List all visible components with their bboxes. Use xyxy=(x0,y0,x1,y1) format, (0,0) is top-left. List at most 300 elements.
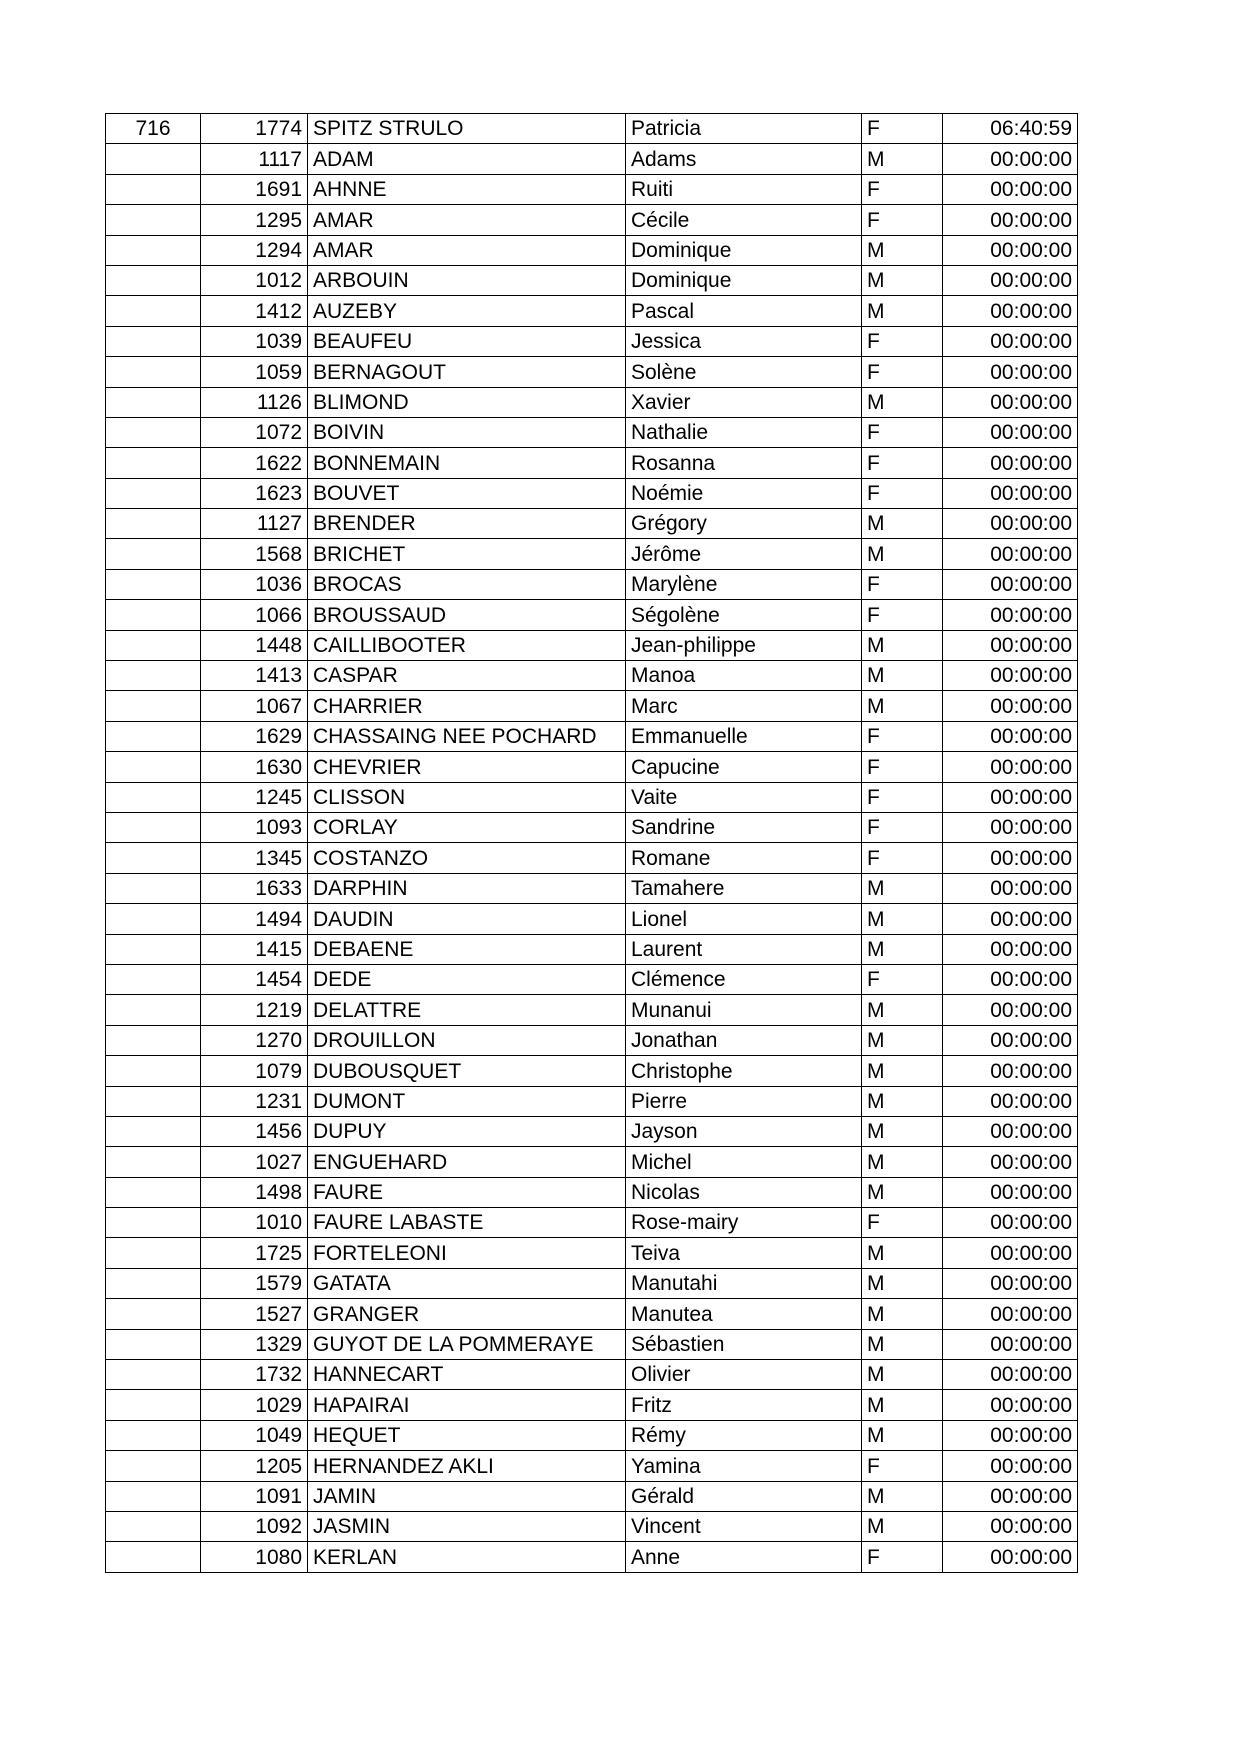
table-row xyxy=(106,904,1078,934)
sex-cell: F xyxy=(862,812,943,842)
first-name-cell: Cécile xyxy=(626,205,862,235)
last-name-cell: CAILLIBOOTER xyxy=(308,630,626,660)
time-cell: 00:00:00 xyxy=(943,1116,1078,1146)
last-name-cell: HAPAIRAI xyxy=(308,1390,626,1420)
table-row xyxy=(106,843,1078,873)
rank-cell xyxy=(106,1116,201,1146)
last-name-cell: AMAR xyxy=(308,205,626,235)
time-cell: 00:00:00 xyxy=(943,1329,1078,1359)
sex-cell: F xyxy=(862,417,943,447)
bib-number-cell: 1270 xyxy=(201,1025,308,1055)
first-name-cell: Manoa xyxy=(626,661,862,691)
rank-cell xyxy=(106,600,201,630)
bib-number-cell: 1059 xyxy=(201,357,308,387)
first-name-cell: Jean-philippe xyxy=(626,630,862,660)
sex-cell: M xyxy=(862,1390,943,1420)
sex-cell: F xyxy=(862,843,943,873)
rank-cell xyxy=(106,1025,201,1055)
bib-number-cell: 1498 xyxy=(201,1177,308,1207)
sex-cell: F xyxy=(862,1208,943,1238)
bib-number-cell: 1329 xyxy=(201,1329,308,1359)
first-name-cell: Xavier xyxy=(626,387,862,417)
rank-cell xyxy=(106,904,201,934)
sex-cell: M xyxy=(862,904,943,934)
table-row xyxy=(106,205,1078,235)
table-row xyxy=(106,1511,1078,1541)
bib-number-cell: 1448 xyxy=(201,630,308,660)
last-name-cell: DROUILLON xyxy=(308,1025,626,1055)
sex-cell: F xyxy=(862,205,943,235)
sex-cell: F xyxy=(862,478,943,508)
last-name-cell: ARBOUIN xyxy=(308,265,626,295)
bib-number-cell: 1080 xyxy=(201,1542,308,1572)
first-name-cell: Solène xyxy=(626,357,862,387)
time-cell: 00:00:00 xyxy=(943,1177,1078,1207)
time-cell: 00:00:00 xyxy=(943,934,1078,964)
time-cell: 00:00:00 xyxy=(943,600,1078,630)
bib-number-cell: 1774 xyxy=(201,114,308,144)
bib-number-cell: 1629 xyxy=(201,721,308,751)
table-row xyxy=(106,934,1078,964)
table-row xyxy=(106,995,1078,1025)
table-row xyxy=(106,1086,1078,1116)
table-row xyxy=(106,448,1078,478)
table-row xyxy=(106,265,1078,295)
rank-cell xyxy=(106,509,201,539)
first-name-cell: Grégory xyxy=(626,509,862,539)
bib-number-cell: 1691 xyxy=(201,174,308,204)
table-row xyxy=(106,964,1078,994)
sex-cell: M xyxy=(862,387,943,417)
table-row xyxy=(106,387,1078,417)
table-row xyxy=(106,235,1078,265)
first-name-cell: Rosanna xyxy=(626,448,862,478)
rank-cell xyxy=(106,1208,201,1238)
last-name-cell: FAURE LABASTE xyxy=(308,1208,626,1238)
time-cell: 00:00:00 xyxy=(943,1511,1078,1541)
table-row xyxy=(106,1177,1078,1207)
first-name-cell: Capucine xyxy=(626,752,862,782)
time-cell: 00:00:00 xyxy=(943,721,1078,751)
sex-cell: M xyxy=(862,691,943,721)
time-cell: 06:40:59 xyxy=(943,114,1078,144)
time-cell: 00:00:00 xyxy=(943,1542,1078,1572)
last-name-cell: HERNANDEZ AKLI xyxy=(308,1451,626,1481)
last-name-cell: CHASSAING NEE POCHARD xyxy=(308,721,626,751)
rank-cell xyxy=(106,417,201,447)
last-name-cell: FAURE xyxy=(308,1177,626,1207)
first-name-cell: Nicolas xyxy=(626,1177,862,1207)
table-row xyxy=(106,1268,1078,1298)
sex-cell: F xyxy=(862,721,943,751)
last-name-cell: BOUVET xyxy=(308,478,626,508)
time-cell: 00:00:00 xyxy=(943,1481,1078,1511)
time-cell: 00:00:00 xyxy=(943,569,1078,599)
rank-cell xyxy=(106,265,201,295)
first-name-cell: Laurent xyxy=(626,934,862,964)
rank-cell xyxy=(106,1542,201,1572)
last-name-cell: ENGUEHARD xyxy=(308,1147,626,1177)
first-name-cell: Marylène xyxy=(626,569,862,599)
rank-cell xyxy=(106,357,201,387)
last-name-cell: CORLAY xyxy=(308,812,626,842)
first-name-cell: Ségolène xyxy=(626,600,862,630)
last-name-cell: DAUDIN xyxy=(308,904,626,934)
sex-cell: F xyxy=(862,357,943,387)
bib-number-cell: 1245 xyxy=(201,782,308,812)
sex-cell: M xyxy=(862,1147,943,1177)
last-name-cell: AMAR xyxy=(308,235,626,265)
time-cell: 00:00:00 xyxy=(943,205,1078,235)
bib-number-cell: 1039 xyxy=(201,326,308,356)
sex-cell: M xyxy=(862,144,943,174)
table-row xyxy=(106,630,1078,660)
sex-cell: M xyxy=(862,1420,943,1450)
rank-cell xyxy=(106,387,201,417)
sex-cell: M xyxy=(862,1177,943,1207)
rank-cell xyxy=(106,1420,201,1450)
first-name-cell: Dominique xyxy=(626,265,862,295)
first-name-cell: Rose-mairy xyxy=(626,1208,862,1238)
sex-cell: M xyxy=(862,995,943,1025)
first-name-cell: Vincent xyxy=(626,1511,862,1541)
rank-cell xyxy=(106,1238,201,1268)
time-cell: 00:00:00 xyxy=(943,1299,1078,1329)
rank-cell xyxy=(106,1511,201,1541)
first-name-cell: Jérôme xyxy=(626,539,862,569)
bib-number-cell: 1219 xyxy=(201,995,308,1025)
rank-cell xyxy=(106,174,201,204)
first-name-cell: Pascal xyxy=(626,296,862,326)
first-name-cell: Gérald xyxy=(626,1481,862,1511)
first-name-cell: Anne xyxy=(626,1542,862,1572)
sex-cell: F xyxy=(862,600,943,630)
rank-cell xyxy=(106,661,201,691)
table-row xyxy=(106,569,1078,599)
table-row xyxy=(106,721,1078,751)
rank-cell xyxy=(106,1360,201,1390)
last-name-cell: DEBAENE xyxy=(308,934,626,964)
sex-cell: F xyxy=(862,1542,943,1572)
time-cell: 00:00:00 xyxy=(943,539,1078,569)
table-row xyxy=(106,812,1078,842)
last-name-cell: KERLAN xyxy=(308,1542,626,1572)
first-name-cell: Jayson xyxy=(626,1116,862,1146)
first-name-cell: Manutea xyxy=(626,1299,862,1329)
time-cell: 00:00:00 xyxy=(943,417,1078,447)
time-cell: 00:00:00 xyxy=(943,873,1078,903)
rank-cell xyxy=(106,205,201,235)
time-cell: 00:00:00 xyxy=(943,174,1078,204)
table-row xyxy=(106,1360,1078,1390)
bib-number-cell: 1623 xyxy=(201,478,308,508)
bib-number-cell: 1092 xyxy=(201,1511,308,1541)
sex-cell: M xyxy=(862,1329,943,1359)
last-name-cell: BRICHET xyxy=(308,539,626,569)
table-row xyxy=(106,144,1078,174)
rank-cell xyxy=(106,1268,201,1298)
results-sheet xyxy=(105,113,1078,1573)
last-name-cell: CHARRIER xyxy=(308,691,626,721)
bib-number-cell: 1205 xyxy=(201,1451,308,1481)
rank-cell xyxy=(106,995,201,1025)
last-name-cell: HEQUET xyxy=(308,1420,626,1450)
first-name-cell: Jonathan xyxy=(626,1025,862,1055)
rank-cell xyxy=(106,296,201,326)
bib-number-cell: 1231 xyxy=(201,1086,308,1116)
last-name-cell: AUZEBY xyxy=(308,296,626,326)
last-name-cell: AHNNE xyxy=(308,174,626,204)
last-name-cell: DELATTRE xyxy=(308,995,626,1025)
sex-cell: M xyxy=(862,509,943,539)
last-name-cell: ADAM xyxy=(308,144,626,174)
results-table-body xyxy=(106,114,1078,1573)
rank-cell xyxy=(106,843,201,873)
time-cell: 00:00:00 xyxy=(943,1208,1078,1238)
bib-number-cell: 1117 xyxy=(201,144,308,174)
last-name-cell: BONNEMAIN xyxy=(308,448,626,478)
table-row xyxy=(106,1299,1078,1329)
last-name-cell: JASMIN xyxy=(308,1511,626,1541)
bib-number-cell: 1079 xyxy=(201,1056,308,1086)
bib-number-cell: 1091 xyxy=(201,1481,308,1511)
results-table xyxy=(105,113,1078,1573)
bib-number-cell: 1126 xyxy=(201,387,308,417)
last-name-cell: SPITZ STRULO xyxy=(308,114,626,144)
time-cell: 00:00:00 xyxy=(943,265,1078,295)
bib-number-cell: 1725 xyxy=(201,1238,308,1268)
last-name-cell: BRENDER xyxy=(308,509,626,539)
bib-number-cell: 1622 xyxy=(201,448,308,478)
bib-number-cell: 1630 xyxy=(201,752,308,782)
time-cell: 00:00:00 xyxy=(943,387,1078,417)
rank-cell xyxy=(106,691,201,721)
bib-number-cell: 1093 xyxy=(201,812,308,842)
time-cell: 00:00:00 xyxy=(943,904,1078,934)
bib-number-cell: 1527 xyxy=(201,1299,308,1329)
table-row xyxy=(106,1147,1078,1177)
sex-cell: M xyxy=(862,265,943,295)
last-name-cell: GRANGER xyxy=(308,1299,626,1329)
sex-cell: F xyxy=(862,752,943,782)
last-name-cell: BLIMOND xyxy=(308,387,626,417)
sex-cell: M xyxy=(862,934,943,964)
first-name-cell: Sébastien xyxy=(626,1329,862,1359)
sex-cell: M xyxy=(862,1268,943,1298)
rank-cell: 716 xyxy=(106,114,201,144)
first-name-cell: Christophe xyxy=(626,1056,862,1086)
sex-cell: F xyxy=(862,1451,943,1481)
time-cell: 00:00:00 xyxy=(943,1268,1078,1298)
first-name-cell: Lionel xyxy=(626,904,862,934)
rank-cell xyxy=(106,782,201,812)
bib-number-cell: 1010 xyxy=(201,1208,308,1238)
last-name-cell: COSTANZO xyxy=(308,843,626,873)
sex-cell: M xyxy=(862,1116,943,1146)
first-name-cell: Dominique xyxy=(626,235,862,265)
table-row xyxy=(106,478,1078,508)
sex-cell: F xyxy=(862,326,943,356)
first-name-cell: Tamahere xyxy=(626,873,862,903)
time-cell: 00:00:00 xyxy=(943,1238,1078,1268)
bib-number-cell: 1127 xyxy=(201,509,308,539)
rank-cell xyxy=(106,448,201,478)
first-name-cell: Yamina xyxy=(626,1451,862,1481)
time-cell: 00:00:00 xyxy=(943,509,1078,539)
first-name-cell: Sandrine xyxy=(626,812,862,842)
rank-cell xyxy=(106,235,201,265)
bib-number-cell: 1072 xyxy=(201,417,308,447)
bib-number-cell: 1029 xyxy=(201,1390,308,1420)
sex-cell: M xyxy=(862,1481,943,1511)
last-name-cell: GUYOT DE LA POMMERAYE xyxy=(308,1329,626,1359)
time-cell: 00:00:00 xyxy=(943,843,1078,873)
table-row xyxy=(106,1329,1078,1359)
first-name-cell: Pierre xyxy=(626,1086,862,1116)
table-row xyxy=(106,1025,1078,1055)
first-name-cell: Manutahi xyxy=(626,1268,862,1298)
table-row xyxy=(106,417,1078,447)
last-name-cell: DUPUY xyxy=(308,1116,626,1146)
first-name-cell: Munanui xyxy=(626,995,862,1025)
first-name-cell: Patricia xyxy=(626,114,862,144)
rank-cell xyxy=(106,1451,201,1481)
time-cell: 00:00:00 xyxy=(943,326,1078,356)
table-row xyxy=(106,114,1078,144)
time-cell: 00:00:00 xyxy=(943,448,1078,478)
rank-cell xyxy=(106,934,201,964)
sex-cell: M xyxy=(862,873,943,903)
first-name-cell: Fritz xyxy=(626,1390,862,1420)
bib-number-cell: 1633 xyxy=(201,873,308,903)
rank-cell xyxy=(106,873,201,903)
bib-number-cell: 1066 xyxy=(201,600,308,630)
last-name-cell: BOIVIN xyxy=(308,417,626,447)
rank-cell xyxy=(106,1147,201,1177)
table-row xyxy=(106,661,1078,691)
last-name-cell: GATATA xyxy=(308,1268,626,1298)
first-name-cell: Adams xyxy=(626,144,862,174)
rank-cell xyxy=(106,1086,201,1116)
time-cell: 00:00:00 xyxy=(943,661,1078,691)
last-name-cell: CLISSON xyxy=(308,782,626,812)
rank-cell xyxy=(106,752,201,782)
rank-cell xyxy=(106,721,201,751)
table-row xyxy=(106,600,1078,630)
table-row xyxy=(106,752,1078,782)
time-cell: 00:00:00 xyxy=(943,752,1078,782)
time-cell: 00:00:00 xyxy=(943,1390,1078,1420)
time-cell: 00:00:00 xyxy=(943,357,1078,387)
time-cell: 00:00:00 xyxy=(943,995,1078,1025)
bib-number-cell: 1295 xyxy=(201,205,308,235)
time-cell: 00:00:00 xyxy=(943,144,1078,174)
bib-number-cell: 1067 xyxy=(201,691,308,721)
time-cell: 00:00:00 xyxy=(943,782,1078,812)
bib-number-cell: 1036 xyxy=(201,569,308,599)
table-row xyxy=(106,326,1078,356)
first-name-cell: Marc xyxy=(626,691,862,721)
rank-cell xyxy=(106,326,201,356)
sex-cell: M xyxy=(862,539,943,569)
sex-cell: M xyxy=(862,296,943,326)
rank-cell xyxy=(106,1299,201,1329)
first-name-cell: Nathalie xyxy=(626,417,862,447)
sex-cell: M xyxy=(862,1238,943,1268)
sex-cell: F xyxy=(862,448,943,478)
time-cell: 00:00:00 xyxy=(943,1086,1078,1116)
last-name-cell: BERNAGOUT xyxy=(308,357,626,387)
last-name-cell: HANNECART xyxy=(308,1360,626,1390)
time-cell: 00:00:00 xyxy=(943,1025,1078,1055)
sex-cell: M xyxy=(862,1360,943,1390)
rank-cell xyxy=(106,1390,201,1420)
sex-cell: F xyxy=(862,782,943,812)
time-cell: 00:00:00 xyxy=(943,1056,1078,1086)
rank-cell xyxy=(106,144,201,174)
table-row xyxy=(106,174,1078,204)
table-row xyxy=(106,1116,1078,1146)
rank-cell xyxy=(106,539,201,569)
rank-cell xyxy=(106,964,201,994)
first-name-cell: Michel xyxy=(626,1147,862,1177)
sex-cell: M xyxy=(862,1056,943,1086)
sex-cell: M xyxy=(862,1086,943,1116)
first-name-cell: Rémy xyxy=(626,1420,862,1450)
last-name-cell: FORTELEONI xyxy=(308,1238,626,1268)
sex-cell: M xyxy=(862,1511,943,1541)
last-name-cell: BROCAS xyxy=(308,569,626,599)
sex-cell: F xyxy=(862,114,943,144)
time-cell: 00:00:00 xyxy=(943,478,1078,508)
table-row xyxy=(106,509,1078,539)
bib-number-cell: 1294 xyxy=(201,235,308,265)
sex-cell: F xyxy=(862,174,943,204)
first-name-cell: Jessica xyxy=(626,326,862,356)
bib-number-cell: 1568 xyxy=(201,539,308,569)
time-cell: 00:00:00 xyxy=(943,1451,1078,1481)
table-row xyxy=(106,1390,1078,1420)
first-name-cell: Teiva xyxy=(626,1238,862,1268)
first-name-cell: Emmanuelle xyxy=(626,721,862,751)
bib-number-cell: 1454 xyxy=(201,964,308,994)
bib-number-cell: 1413 xyxy=(201,661,308,691)
time-cell: 00:00:00 xyxy=(943,964,1078,994)
table-row xyxy=(106,1420,1078,1450)
time-cell: 00:00:00 xyxy=(943,235,1078,265)
time-cell: 00:00:00 xyxy=(943,296,1078,326)
first-name-cell: Noémie xyxy=(626,478,862,508)
bib-number-cell: 1456 xyxy=(201,1116,308,1146)
rank-cell xyxy=(106,1481,201,1511)
bib-number-cell: 1049 xyxy=(201,1420,308,1450)
table-row xyxy=(106,357,1078,387)
first-name-cell: Ruiti xyxy=(626,174,862,204)
last-name-cell: JAMIN xyxy=(308,1481,626,1511)
table-row xyxy=(106,296,1078,326)
table-row xyxy=(106,1238,1078,1268)
bib-number-cell: 1345 xyxy=(201,843,308,873)
time-cell: 00:00:00 xyxy=(943,1147,1078,1177)
first-name-cell: Romane xyxy=(626,843,862,873)
last-name-cell: DEDE xyxy=(308,964,626,994)
bib-number-cell: 1732 xyxy=(201,1360,308,1390)
rank-cell xyxy=(106,812,201,842)
time-cell: 00:00:00 xyxy=(943,630,1078,660)
time-cell: 00:00:00 xyxy=(943,691,1078,721)
sex-cell: M xyxy=(862,1299,943,1329)
last-name-cell: CHEVRIER xyxy=(308,752,626,782)
